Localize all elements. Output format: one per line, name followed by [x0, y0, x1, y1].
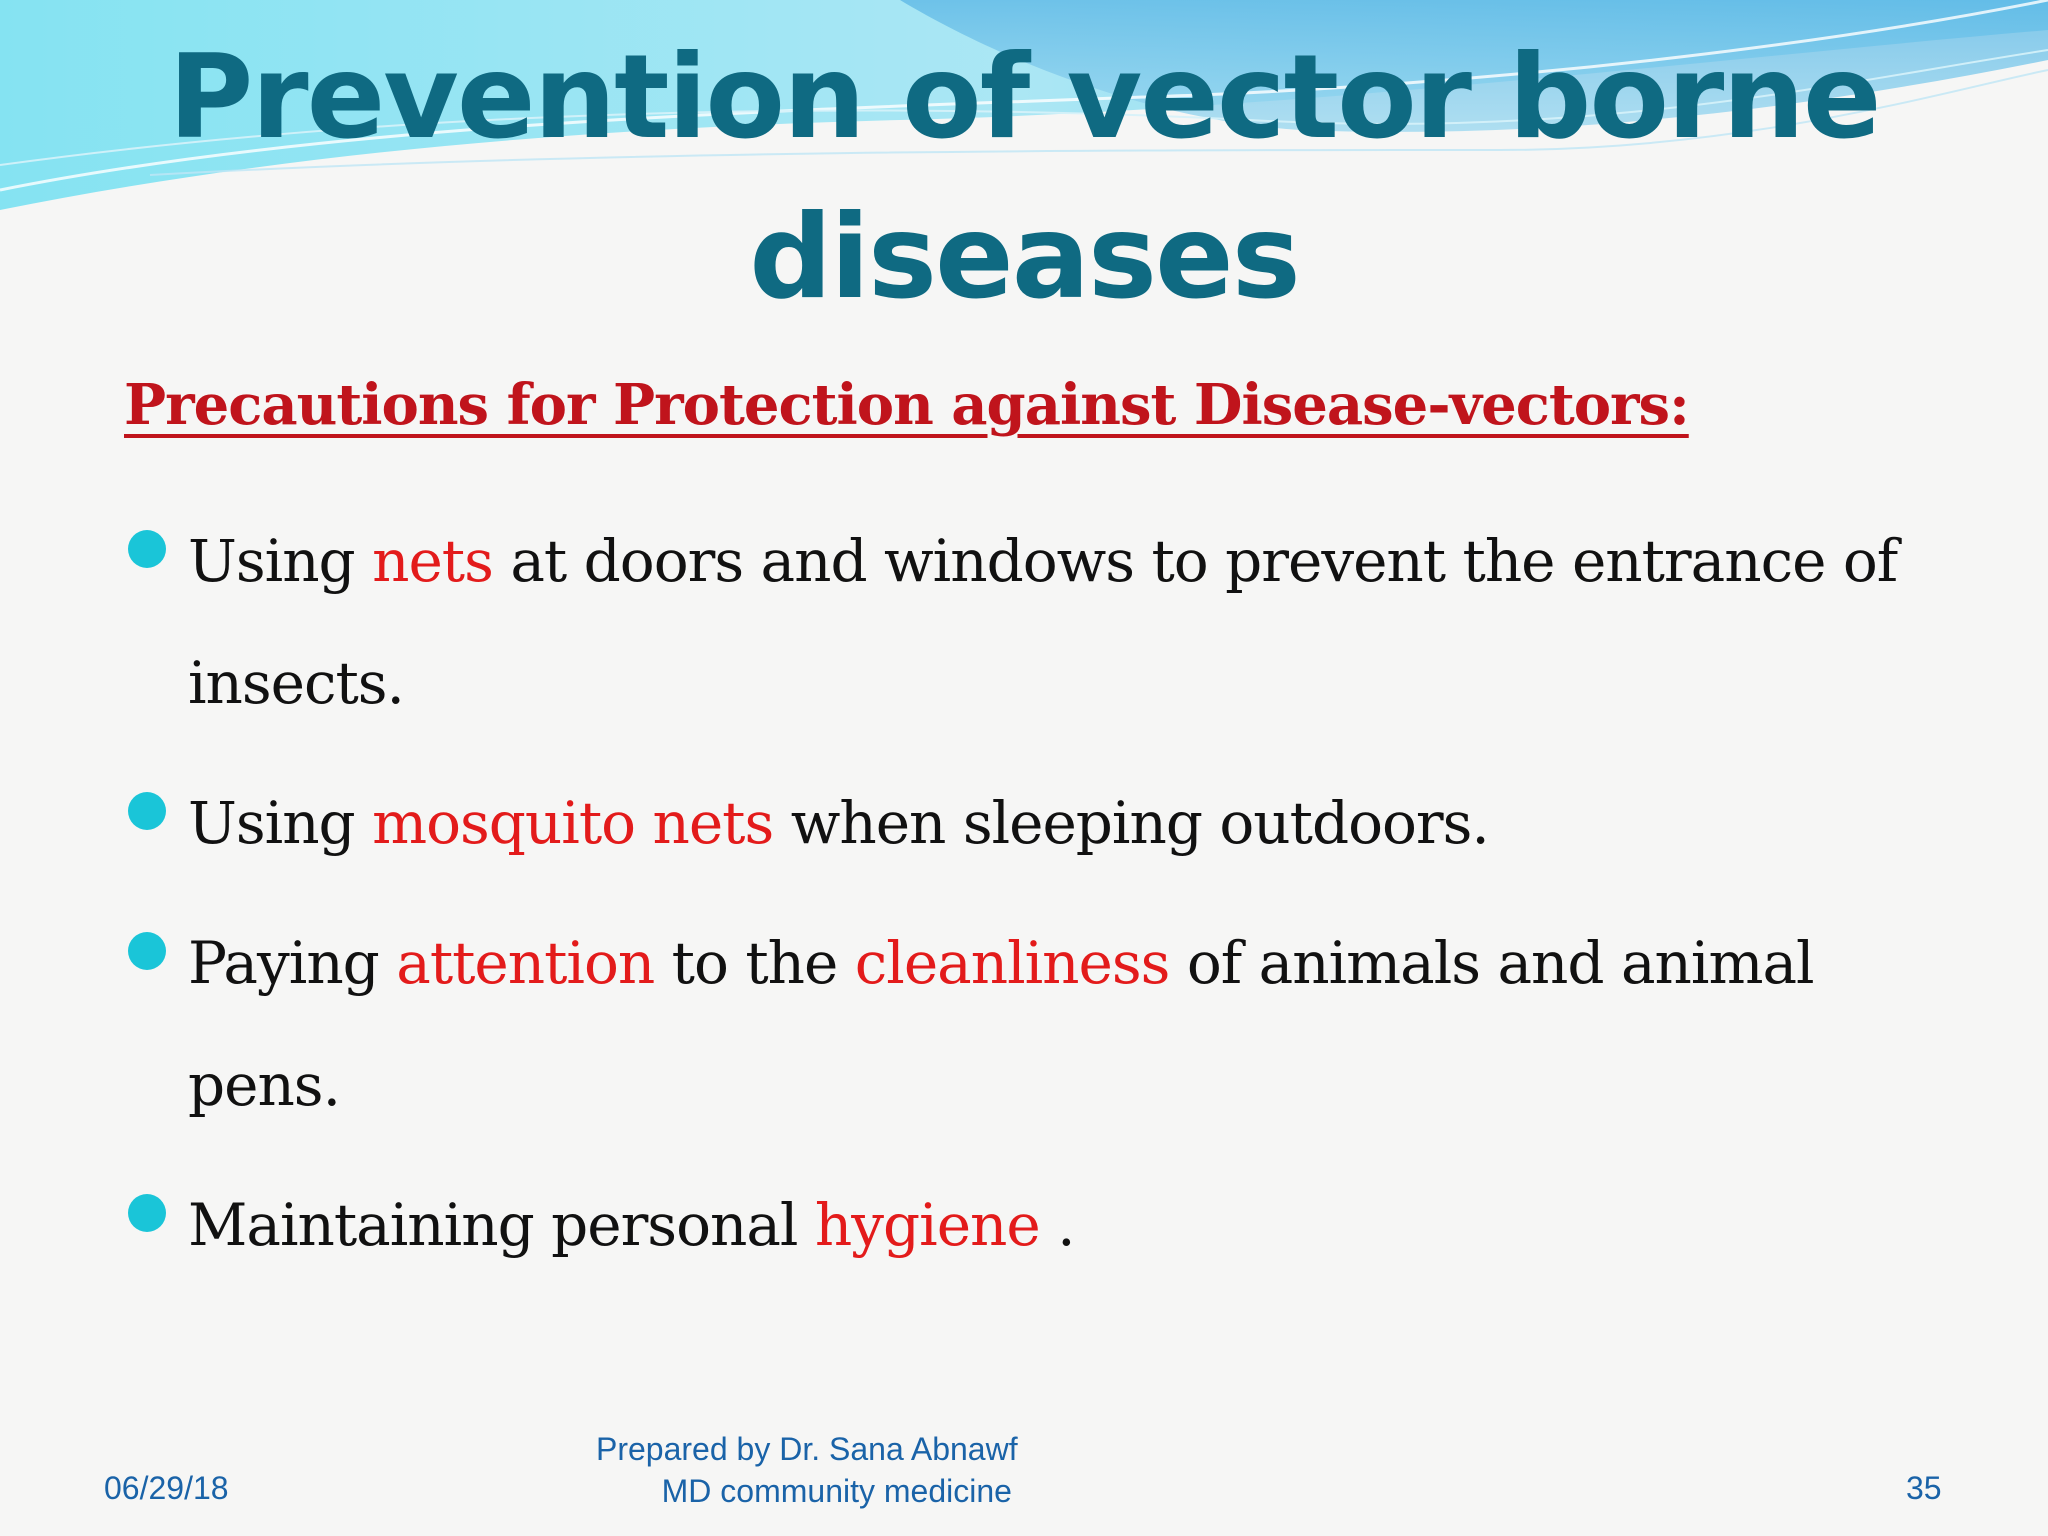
- slide-title: [0, 18, 2048, 338]
- section-subtitle: Precautions for Protection against Disease-vectors:: [124, 372, 1689, 438]
- bullet-text: of animals and animal pens.: [188, 929, 1814, 1119]
- bullet-text: Using: [188, 527, 373, 595]
- bullet-text: Paying: [188, 929, 397, 997]
- bullet-item: [124, 902, 1924, 1146]
- bullet-highlight: nets: [372, 527, 493, 595]
- bullet-dot-icon: [128, 792, 166, 830]
- bullet-text: when sleeping outdoors.: [773, 789, 1489, 857]
- bullet-text: to the: [654, 929, 855, 997]
- slide-footer: [0, 1420, 2048, 1520]
- footer-date: 06/29/18: [104, 1470, 229, 1506]
- bullet-highlight: cleanliness: [854, 929, 1170, 997]
- credit-line-1: Prepared by Dr. Sana Abnawf: [596, 1431, 1018, 1467]
- bullet-highlight: attention: [396, 929, 655, 997]
- page-number: 35: [1906, 1470, 1942, 1506]
- bullet-dot-icon: [128, 932, 166, 970]
- bullet-list: [124, 500, 1924, 1304]
- bullet-text: at doors and windows to prevent the entrance of insects.: [188, 527, 1898, 717]
- bullet-highlight: mosquito nets: [372, 789, 774, 857]
- bullet-text: Maintaining personal: [188, 1191, 815, 1259]
- title-line-1: Prevention of vector borne: [168, 30, 1880, 165]
- bullet-highlight: hygiene: [814, 1191, 1040, 1259]
- bullet-dot-icon: [128, 530, 166, 568]
- footer-credit: [596, 1428, 1018, 1512]
- bullet-item: [124, 762, 1924, 884]
- bullet-item: [124, 1164, 1924, 1286]
- title-line-2: diseases: [749, 190, 1299, 325]
- bullet-text: .: [1039, 1191, 1075, 1259]
- bullet-item: [124, 500, 1924, 744]
- bullet-dot-icon: [128, 1194, 166, 1232]
- bullet-text: Using: [188, 789, 373, 857]
- credit-line-2: MD community medicine: [661, 1473, 1012, 1509]
